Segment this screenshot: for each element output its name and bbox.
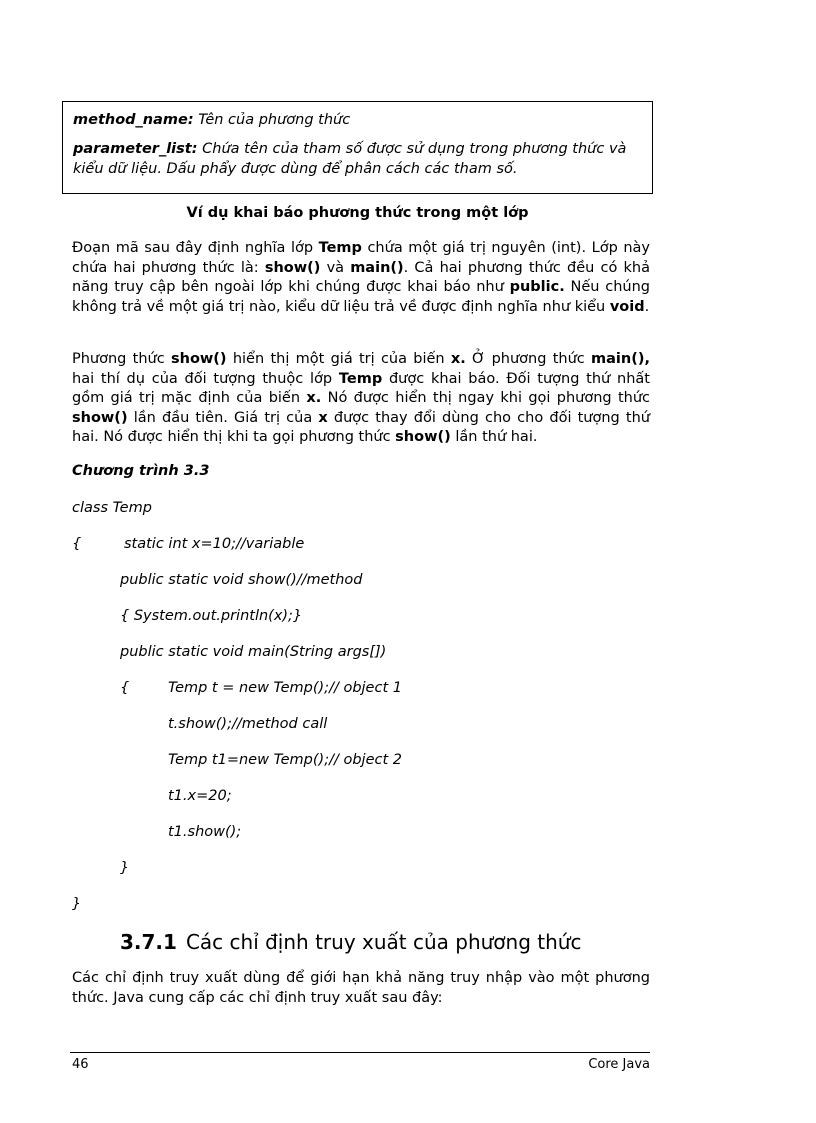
- paragraph-show-method: Phương thức show() hiển thị một giá trị của biến x. Ở phương thức main(), hai thí dụ của đối tượng thuộc lớp Temp được khai báo. Đối tượng thứ nhất gồm giá trị mặc định của biến x. Nó được hiển thị ngay khi gọi phương thức show() lần đầu tiên. Giá trị của x được thay đổi dùng cho cho đối tượng thứ hai. Nó được hiển thị khi ta gọi phương thức show() lần thứ hai.: [72, 351, 651, 445]
- program-heading: Chương trình 3.3: [72, 463, 210, 479]
- code-line: t1.x=20;: [168, 788, 232, 804]
- code-line: Temp t = new Temp();// object 1: [168, 680, 402, 696]
- code-line: }: [72, 896, 82, 912]
- paragraph-class-temp: Đoạn mã sau đây định nghĩa lớp Temp chứa một giá trị nguyên (int). Lớp này chứa hai phương thức là: show() và main(). Cả hai phương thức đều có khả năng truy cập bên ngoài lớp khi chúng được khai báo như public. Nếu chúng không trả về một giá trị nào, kiểu dữ liệu trả về được định nghĩa như kiểu void.: [72, 240, 651, 315]
- example-caption: Ví dụ khai báo phương thức trong một lớp: [186, 205, 529, 221]
- code-line: static int x=10;//variable: [124, 536, 305, 552]
- definition-box: [62, 101, 653, 194]
- code-line: class Temp: [72, 500, 152, 516]
- code-line: t1.show();: [168, 824, 242, 840]
- code-line: t.show();//method call: [168, 716, 328, 732]
- code-line: { System.out.println(x);}: [120, 608, 303, 624]
- code-line: public static void main(String args[]): [120, 644, 387, 660]
- page-number: 46: [72, 1057, 89, 1072]
- term-parameter-list: parameter_list:: [73, 141, 198, 157]
- section-number: 3.7.1: [120, 930, 177, 954]
- def-parameter-list: Chứa tên của tham số được sử dụng trong phương thức và kiểu dữ liệu. Dấu phẩy được dùng để phân cách các tham số.: [73, 141, 627, 177]
- def-method-name: Tên của phương thức: [198, 112, 351, 128]
- code-line: }: [120, 860, 130, 876]
- paragraph-access-specifiers: Các chỉ định truy xuất dùng để giới hạn khả năng truy nhập vào một phương thức. Java cung cấp các chỉ định truy xuất sau đây:: [72, 970, 650, 1006]
- code-line: {: [72, 536, 82, 552]
- section-title-text: Các chỉ định truy xuất của phương thức: [185, 930, 582, 954]
- code-line: public static void show()//method: [120, 572, 363, 588]
- definition-parameter-list: [73, 139, 642, 179]
- definition-method-name: [73, 110, 642, 130]
- code-line: {: [120, 680, 130, 696]
- footer-divider: [70, 1052, 650, 1053]
- code-line: Temp t1=new Temp();// object 2: [168, 752, 402, 768]
- book-title: Core Java: [588, 1057, 650, 1072]
- term-method-name: method_name:: [73, 112, 194, 128]
- section-heading: [120, 929, 581, 955]
